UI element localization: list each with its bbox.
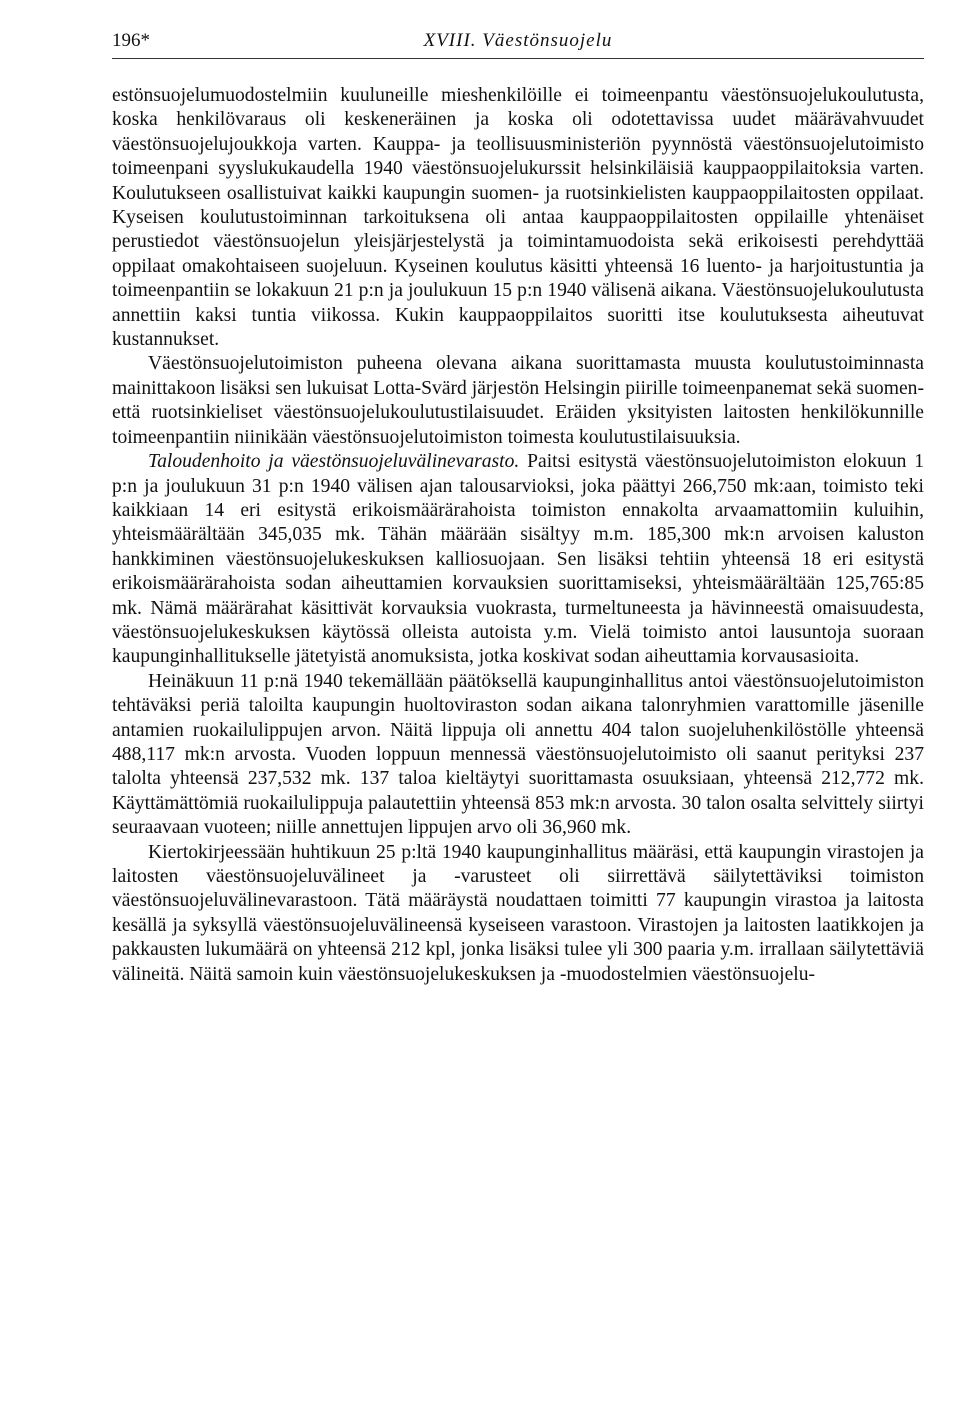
paragraph-3	[112, 450, 924, 670]
paragraph-text: Heinäkuun 11 p:nä 1940 tekemällään päätöksellä kaupunginhallitus antoi väestönsuojelutoimiston tehtäväksi periä taloilta kaupungin huoltoviraston sodan aikana talonryhmien varattomille jäsenille antamien ruokailulippujen arvon. Näitä lippuja oli annettu 404 talon suojeluhenkilöstölle yhteensä 488,117 mk:n arvosta. Vuoden loppuun mennessä väestönsuojelutoimisto oli saanut perityksi 237 talolta yhteensä 237,532 mk. 137 taloa kieltäytyi suorittamasta osuuksiaan, yhteensä 212,772 mk. Käyttämättömiä ruokailulippuja palautettiin yhteensä 853 mk:n arvosta. 30 talon osalta selvittely siirtyi seuraavaan vuoteen; niille annettujen lippujen arvo oli 36,960 mk.	[112, 670, 924, 839]
page-number: 196*	[112, 30, 150, 51]
section-heading: Taloudenhoito ja väestönsuojeluvälinevarasto.	[148, 451, 520, 473]
paragraph-1	[112, 84, 924, 352]
page-header	[112, 28, 924, 59]
paragraph-text: Paitsi esitystä väestönsuojelutoimiston elokuun 1 p:n ja joulukuun 31 p:n 1940 välisen ajan talousarvioksi, joka päättyi 266,750 mk:aan, toimisto teki kaikkiaan 14 eri esitystä erikoismäärärahoista toimiston ennakolta arvaamattomiin kuluihin, yhteismäärältään 345,035 mk. Tähän määrään sisältyy m.m. 185,300 mk:n arvoisen kaluston hankkiminen väestönsuojelukeskuksen kalliosuojaan. Sen lisäksi tehtiin yhteensä 18 eri esitystä erikoismäärärahoista sodan aiheuttamien korvauksien suorittamiseksi, yhteismäärältään 125,765:85 mk. Nämä määrärahat käsittivät korvauksia vuokrasta, turmeltuneesta ja hävinneestä omaisuudesta, väestönsuojelukeskuksen käytössä olleista autoista y.m. Vielä toimisto antoi lausuntoja suoraan kaupunginhallitukselle jätetyistä anomuksista, jotka koskivat sodan aiheuttamia korvausasioita.	[112, 451, 925, 668]
running-title: XVIII. Väestönsuojelu	[423, 30, 613, 51]
paragraph-2	[112, 352, 924, 450]
paragraph-4	[112, 670, 924, 841]
paragraph-text: Kiertokirjeessään huhtikuun 25 p:ltä 1940 kaupunginhallitus määräsi, että kaupungin virastojen ja laitosten väestönsuojeluvälineet ja -varusteet oli siirrettävä säilytettäviksi toimiston väestönsuojeluvälinevarastoon. Tätä määräystä noudattaen toimitti 77 kaupungin virastoa ja laitosta kesällä ja syksyllä väestönsuojeluvälineensä kyseiseen varastoon. Virastojen ja laitosten laatikkojen ja pakkausten lukumäärä on yhteensä 212 kpl, jonka lisäksi tulee yli 300 paaria y.m. irrallaan säilytettäviä välineitä. Näitä samoin kuin väestönsuojelukeskuksen ja -muodostelmien väestönsuojelu-	[112, 841, 924, 985]
body-text	[112, 84, 924, 987]
paragraph-5	[112, 841, 924, 987]
paragraph-text: estönsuojelumuodostelmiin kuuluneille mieshenkilöille ei toimeenpantu väestönsuojelukoulutusta, koska henkilövaraus oli keskeneräinen ja koska oli odotettavissa uudet määrävahvuudet väestönsuojelujoukkoja varten. Kauppa- ja teollisuusministeriön pyynnöstä väestönsuojelutoimisto toimeenpani syyslukukaudella 1940 väestönsuojelukurssit helsinkiläisiä kauppaoppilaitoksia varten. Koulutukseen osallistuivat kaikki kaupungin suomen- ja ruotsinkielisten kauppaoppilaitosten oppilaat. Kyseisen koulutustoiminnan tarkoituksena oli antaa kauppaoppilaitosten oppilaille yhtenäiset perustiedot väestönsuojelun yleisjärjestelystä ja toimintamuodoista sekä erikoisesti perehdyttää oppilaat omakohtaiseen suojeluun. Kyseinen koulutus käsitti yhteensä 16 luento- ja harjoitustuntia ja toimeenpantiin se lokakuun 21 p:n ja joulukuun 15 p:n 1940 välisenä aikana. Väestönsuojelukoulutusta annettiin kaksi tuntia viikossa. Kukin kauppaoppilaitos suoritti itse koulutuksesta aiheutuvat kustannukset.	[112, 85, 924, 351]
paragraph-text: Väestönsuojelutoimiston puheena olevana aikana suorittamasta muusta koulutustoiminnasta mainittakoon lisäksi sen lukuisat Lotta-Svärd järjestön Helsingin piirille toimeenpanemat sekä suomen- että ruotsinkieliset väestönsuojelukoulutustilaisuudet. Eräiden yksityisten laitosten henkilökunnille toimeenpantiin niinikään väestönsuojelutoimiston toimesta koulutustilaisuuksia.	[112, 353, 924, 448]
